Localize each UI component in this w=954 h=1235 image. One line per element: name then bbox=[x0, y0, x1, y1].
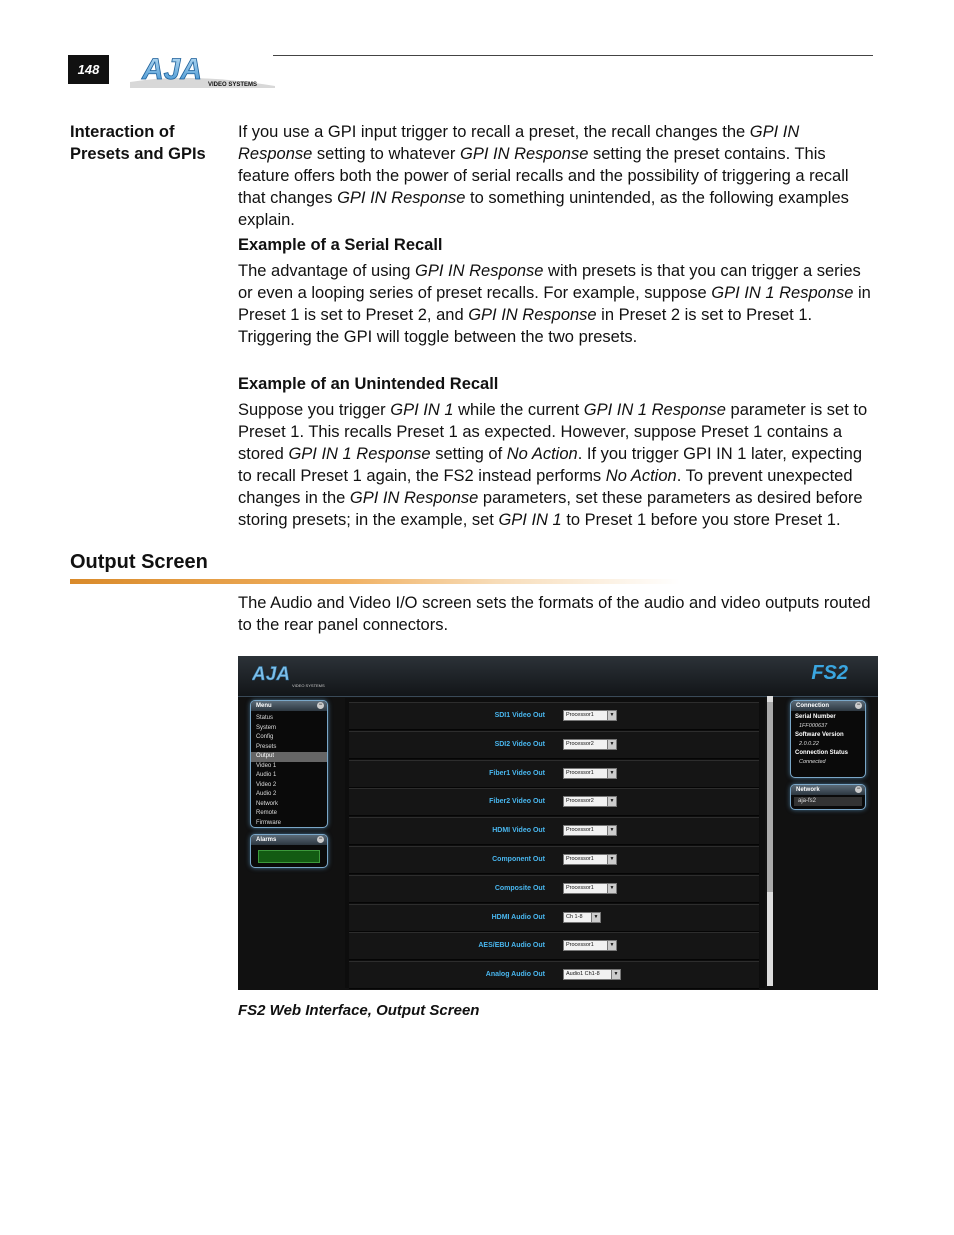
italic-term: GPI IN Response bbox=[349, 489, 479, 507]
menu-item-video-1[interactable]: Video 1 bbox=[256, 762, 277, 769]
text-run: . If you trigger GPI IN 1 later, expecting to recall Preset 1 again, the FS2 instead performs bbox=[238, 445, 862, 485]
text-run: setting the preset contains. This feature offers both the power of serial recalls and the possibility of triggering a recall that changes bbox=[238, 145, 849, 207]
output-select-value: Ch 1-8 bbox=[566, 913, 583, 920]
fs2-logo-text: AJA bbox=[252, 664, 291, 685]
section-title: Output Screen bbox=[70, 551, 208, 573]
fs2-brand: FS2 bbox=[811, 662, 848, 684]
aja-logo bbox=[130, 52, 275, 88]
output-row bbox=[349, 875, 759, 903]
italic-term: GPI IN Response bbox=[337, 189, 466, 207]
text-run: to Preset 1 before you store Preset 1. bbox=[561, 511, 841, 529]
network-panel-header bbox=[791, 785, 865, 795]
menu-item-config[interactable]: Config bbox=[256, 734, 274, 740]
connection-label: Software Version bbox=[795, 732, 844, 738]
output-row-label: Fiber1 Video Out bbox=[489, 769, 545, 777]
output-row bbox=[349, 961, 759, 989]
scrollbar[interactable] bbox=[767, 696, 773, 986]
text-run: parameter is set to Preset 1. This recalls Preset 1 as expected. However, suppose Preset 1 contains a stored bbox=[238, 401, 868, 463]
output-row-label: Analog Audio Out bbox=[485, 971, 545, 979]
output-select[interactable] bbox=[563, 768, 617, 779]
output-row-label: Component Out bbox=[492, 856, 545, 863]
output-row-label: HDMI Audio Out bbox=[491, 913, 545, 921]
output-row bbox=[349, 817, 759, 845]
menu-item-presets[interactable]: Presets bbox=[256, 743, 277, 750]
output-row bbox=[349, 904, 759, 932]
output-row-label: HDMI Video Out bbox=[492, 827, 545, 835]
output-select[interactable] bbox=[563, 969, 621, 980]
connection-value: 2.0.0.22 bbox=[799, 741, 819, 747]
italic-term: No Action bbox=[605, 467, 677, 485]
section-rule bbox=[70, 579, 680, 584]
connection-panel bbox=[790, 700, 866, 778]
chevron-down-icon[interactable]: ▼ bbox=[607, 711, 616, 720]
serial-recall-paragraph bbox=[238, 260, 878, 348]
output-row bbox=[349, 788, 759, 816]
figure-caption: FS2 Web Interface, Output Screen bbox=[238, 1002, 480, 1019]
connection-title: Connection bbox=[796, 703, 829, 709]
connection-value: Connected bbox=[799, 759, 826, 765]
output-row-label: AES/EBU Audio Out bbox=[478, 942, 545, 950]
text-run: Suppose you trigger bbox=[238, 401, 391, 419]
connection-label: Connection Status bbox=[795, 750, 849, 756]
menu-item-firmware[interactable]: Firmware bbox=[256, 819, 281, 826]
menu-item-audio-2[interactable]: Audio 2 bbox=[256, 791, 277, 797]
menu-title: Menu bbox=[256, 703, 272, 709]
chevron-down-icon[interactable]: ▼ bbox=[607, 740, 616, 749]
output-select-value: Processor1 bbox=[566, 769, 594, 776]
output-row bbox=[349, 932, 759, 960]
alarms-title: Alarms bbox=[256, 837, 277, 843]
header-rule bbox=[273, 55, 873, 56]
chevron-down-icon[interactable]: ▼ bbox=[611, 970, 620, 979]
text-run: If you use a GPI input trigger to recall a preset, the recall changes the bbox=[238, 123, 750, 141]
text-run: setting to whatever bbox=[312, 145, 460, 163]
page-number: 148 bbox=[68, 55, 109, 84]
scrollbar-thumb[interactable] bbox=[767, 702, 773, 892]
italic-term: GPI IN 1 Response bbox=[711, 284, 854, 302]
alarm-indicator bbox=[258, 850, 320, 863]
italic-term: No Action bbox=[506, 445, 578, 463]
network-panel bbox=[790, 784, 866, 810]
menu-item-system[interactable]: System bbox=[256, 724, 277, 731]
italic-term: GPI IN Response bbox=[415, 262, 544, 280]
connection-label: Serial Number bbox=[795, 714, 836, 720]
italic-term: GPI IN 1 Response bbox=[583, 401, 726, 419]
text-run: while the current bbox=[453, 401, 584, 419]
text-run: in Preset 1 is set to Preset 2, and bbox=[238, 284, 871, 324]
side-heading: Interaction of Presets and GPIs bbox=[70, 123, 206, 163]
output-row-label: Composite Out bbox=[494, 884, 545, 892]
fs2-aja-logo bbox=[252, 662, 332, 690]
output-select-value: Processor1 bbox=[566, 884, 594, 891]
connection-list bbox=[791, 711, 865, 767]
output-select[interactable] bbox=[563, 883, 617, 894]
menu-panel bbox=[250, 700, 328, 828]
output-row-label: Fiber2 Video Out bbox=[489, 798, 545, 806]
logo-text: AJA bbox=[142, 53, 203, 86]
chevron-down-icon[interactable]: ▼ bbox=[607, 826, 616, 835]
chevron-down-icon[interactable]: ▼ bbox=[607, 855, 616, 864]
collapse-icon[interactable]: − bbox=[856, 786, 861, 792]
output-select-value: Processor1 bbox=[566, 712, 594, 718]
output-select-value: Processor1 bbox=[566, 827, 594, 834]
output-row bbox=[349, 760, 759, 788]
fs2-logo-subtext: VIDEO SYSTEMS bbox=[292, 683, 325, 688]
collapse-icon[interactable]: − bbox=[318, 836, 323, 842]
output-select[interactable] bbox=[563, 912, 601, 923]
output-row-label: SDI2 Video Out bbox=[494, 740, 545, 748]
italic-term: GPI IN Response bbox=[238, 123, 800, 163]
text-run: in Preset 2 is set to Preset 1. Triggering the GPI will toggle between the two presets. bbox=[238, 306, 813, 346]
output-select-value: Processor1 bbox=[566, 856, 594, 862]
text-run: setting of bbox=[430, 445, 507, 463]
text-run: with presets is that you can trigger a series or even a looping series of preset recalls. For example, suppose bbox=[238, 262, 861, 302]
fs2-screenshot bbox=[238, 656, 878, 990]
text-run: to something unintended, as the following examples explain. bbox=[238, 189, 849, 229]
italic-term: GPI IN Response bbox=[468, 306, 597, 324]
output-row-label: SDI1 Video Out bbox=[494, 712, 545, 719]
text-run: parameters, set these parameters as desired before storing presets; in the example, set bbox=[238, 489, 863, 529]
output-select[interactable] bbox=[563, 825, 617, 836]
menu-item-audio-1[interactable]: Audio 1 bbox=[256, 772, 277, 778]
menu-item-video-2[interactable]: Video 2 bbox=[256, 781, 277, 788]
output-select-value: Processor1 bbox=[566, 942, 594, 949]
text-run: The advantage of using bbox=[238, 262, 416, 280]
output-row bbox=[349, 702, 759, 730]
chevron-down-icon[interactable]: ▼ bbox=[607, 769, 616, 778]
output-select[interactable] bbox=[563, 940, 617, 951]
network-title: Network bbox=[796, 787, 820, 793]
menu-item-network[interactable]: Network bbox=[256, 800, 279, 807]
chevron-down-icon[interactable]: ▼ bbox=[607, 941, 616, 950]
menu-panel-header bbox=[251, 701, 327, 711]
interaction-paragraph bbox=[238, 121, 878, 231]
output-paragraph: The Audio and Video I/O screen sets the formats of the audio and video outputs routed to the rear panel connectors. bbox=[238, 594, 871, 634]
menu-item-output[interactable]: Output bbox=[251, 752, 327, 762]
connection-panel-header bbox=[791, 701, 865, 711]
alarms-panel bbox=[250, 834, 328, 868]
menu-item-remote[interactable]: Remote bbox=[256, 810, 278, 816]
network-value[interactable]: aja-fs2 bbox=[794, 797, 862, 806]
chevron-down-icon[interactable]: ▼ bbox=[607, 797, 616, 806]
output-row bbox=[349, 846, 759, 874]
output-select[interactable] bbox=[563, 796, 617, 807]
fs2-top-bar bbox=[238, 656, 878, 697]
unintended-recall-paragraph bbox=[238, 399, 878, 531]
output-select[interactable] bbox=[563, 710, 617, 721]
collapse-icon[interactable]: − bbox=[856, 702, 861, 708]
output-settings-area bbox=[345, 698, 765, 988]
chevron-down-icon[interactable]: ▼ bbox=[607, 884, 616, 893]
output-select-value: Processor2 bbox=[566, 740, 594, 747]
unintended-recall-heading: Example of an Unintended Recall bbox=[238, 375, 499, 393]
output-select[interactable] bbox=[563, 854, 617, 865]
logo-subtext: VIDEO SYSTEMS bbox=[208, 82, 258, 88]
output-row bbox=[349, 731, 759, 759]
text-run: . To prevent unexpected changes in the bbox=[238, 467, 853, 507]
italic-term: GPI IN Response bbox=[459, 145, 589, 163]
output-select[interactable] bbox=[563, 739, 617, 750]
collapse-icon[interactable]: − bbox=[318, 702, 323, 708]
menu-item-status[interactable]: Status bbox=[256, 715, 274, 721]
connection-value: 1FF000637 bbox=[799, 723, 828, 729]
italic-term: GPI IN 1 bbox=[390, 401, 454, 419]
alarms-panel-header bbox=[251, 835, 327, 845]
menu-list bbox=[251, 711, 327, 828]
chevron-down-icon[interactable]: ▼ bbox=[591, 913, 600, 922]
output-select-value: Processor2 bbox=[566, 798, 594, 805]
serial-recall-heading: Example of a Serial Recall bbox=[238, 236, 443, 254]
italic-term: GPI IN 1 Response bbox=[288, 445, 431, 463]
italic-term: GPI IN 1 bbox=[498, 511, 562, 529]
output-select-value: Audio1 Ch1-8 bbox=[566, 971, 600, 978]
